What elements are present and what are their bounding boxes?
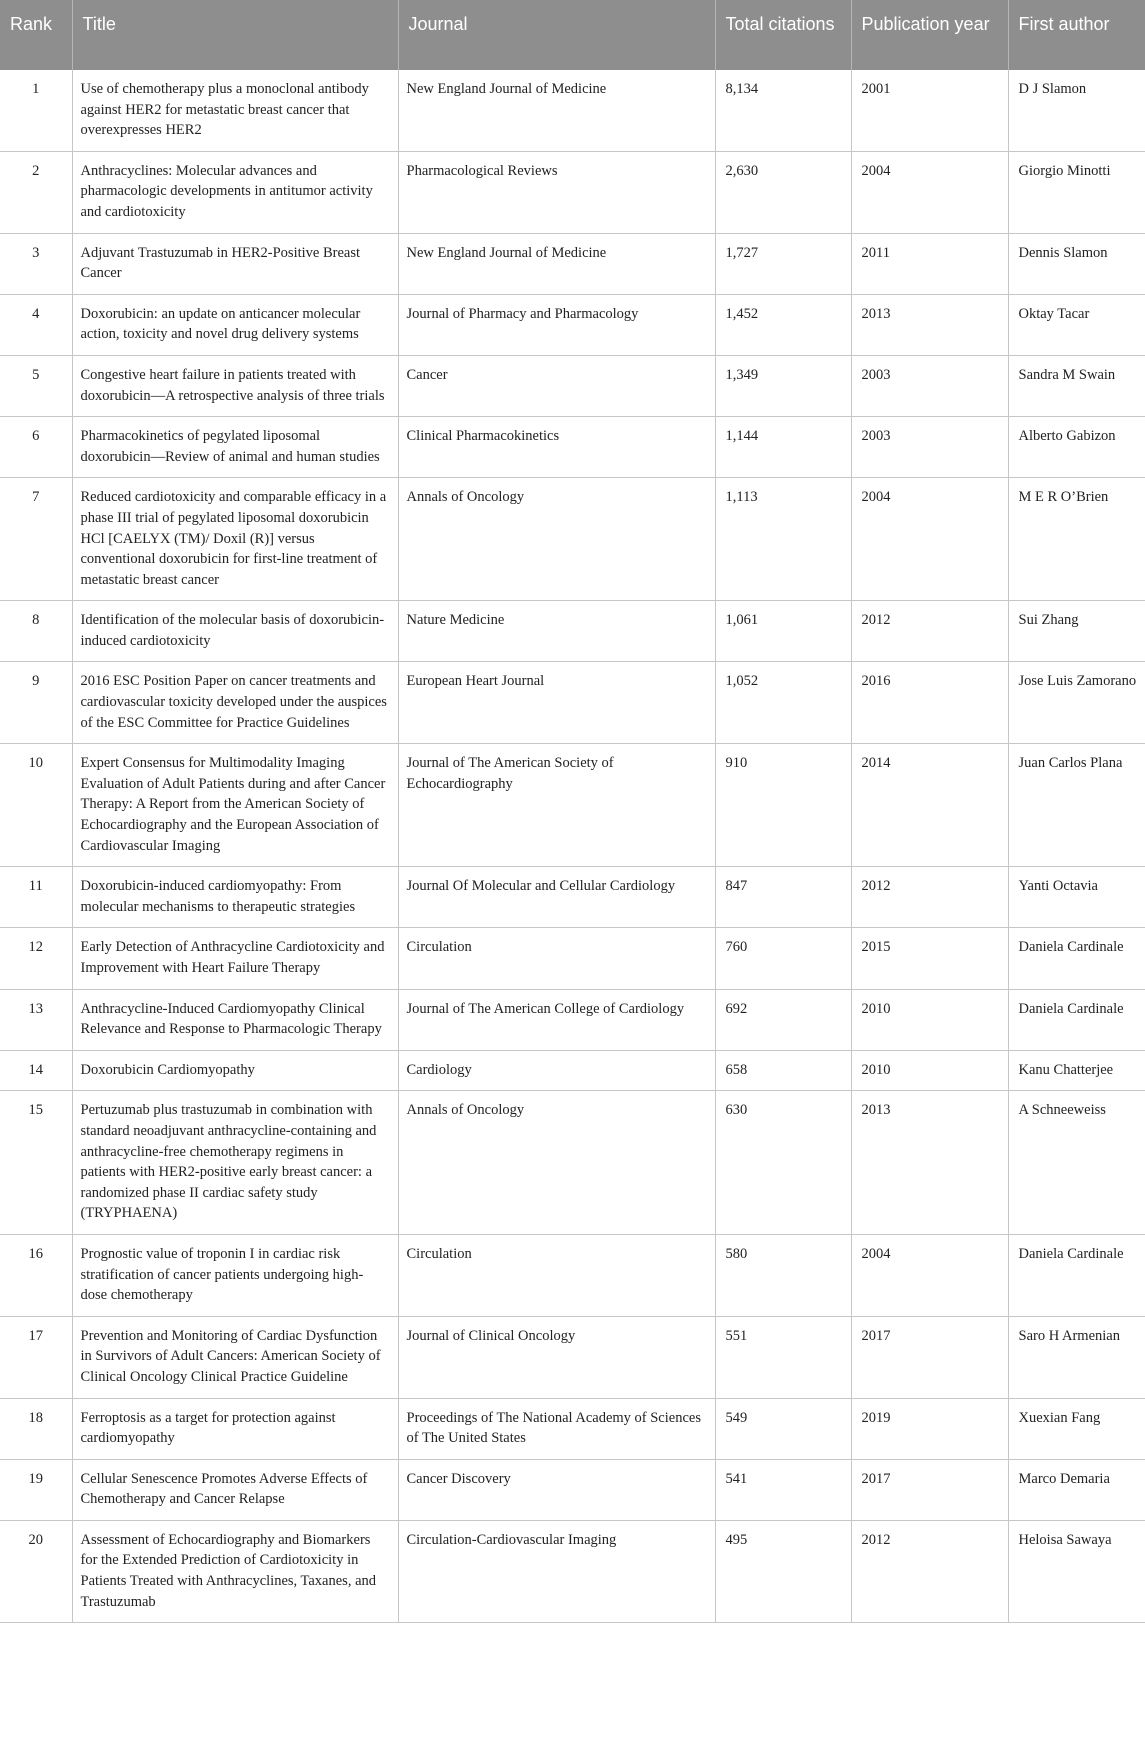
year-cell: 2019 <box>851 1398 1008 1459</box>
title-cell: Adjuvant Trastuzumab in HER2-Positive Breast Cancer <box>72 233 398 294</box>
table-body <box>0 70 1145 1623</box>
author-cell: M E R O’Brien <box>1008 478 1145 601</box>
year-cell: 2004 <box>851 1234 1008 1316</box>
year-cell: 2014 <box>851 744 1008 867</box>
journal-cell: Annals of Oncology <box>398 1091 715 1235</box>
year-cell: 2012 <box>851 601 1008 662</box>
title-cell: Doxorubicin Cardiomyopathy <box>72 1050 398 1091</box>
title-cell: Pharmacokinetics of pegylated liposomal doxorubicin—Review of animal and human studies <box>72 417 398 478</box>
table-row <box>0 233 1145 294</box>
year-cell: 2010 <box>851 1050 1008 1091</box>
journal-cell: Proceedings of The National Academy of Sciences of The United States <box>398 1398 715 1459</box>
title-cell: Early Detection of Anthracycline Cardiotoxicity and Improvement with Heart Failure Therapy <box>72 928 398 989</box>
title-cell: Cellular Senescence Promotes Adverse Effects of Chemotherapy and Cancer Relapse <box>72 1459 398 1520</box>
rank-cell: 1 <box>0 70 72 151</box>
author-cell: Yanti Octavia <box>1008 867 1145 928</box>
year-cell: 2013 <box>851 294 1008 355</box>
author-cell: Giorgio Minotti <box>1008 151 1145 233</box>
author-cell: Marco Demaria <box>1008 1459 1145 1520</box>
rank-cell: 13 <box>0 989 72 1050</box>
table-row <box>0 478 1145 601</box>
citations-cell: 658 <box>715 1050 851 1091</box>
citations-cell: 495 <box>715 1520 851 1622</box>
journal-cell: Cardiology <box>398 1050 715 1091</box>
author-cell: Juan Carlos Plana <box>1008 744 1145 867</box>
header-title: Title <box>72 0 398 70</box>
table-row <box>0 1520 1145 1622</box>
table-row <box>0 989 1145 1050</box>
rank-cell: 15 <box>0 1091 72 1235</box>
year-cell: 2017 <box>851 1316 1008 1398</box>
journal-cell: Clinical Pharmacokinetics <box>398 417 715 478</box>
table-row <box>0 1234 1145 1316</box>
table-row <box>0 744 1145 867</box>
rank-cell: 3 <box>0 233 72 294</box>
author-cell: Dennis Slamon <box>1008 233 1145 294</box>
year-cell: 2003 <box>851 355 1008 416</box>
author-cell: Kanu Chatterjee <box>1008 1050 1145 1091</box>
table-row <box>0 1091 1145 1235</box>
year-cell: 2010 <box>851 989 1008 1050</box>
title-cell: Identification of the molecular basis of doxorubicin-induced cardiotoxicity <box>72 601 398 662</box>
rank-cell: 9 <box>0 662 72 744</box>
table-row <box>0 151 1145 233</box>
citations-cell: 551 <box>715 1316 851 1398</box>
citations-cell: 541 <box>715 1459 851 1520</box>
year-cell: 2001 <box>851 70 1008 151</box>
header-publication-year: Publication year <box>851 0 1008 70</box>
journal-cell: New England Journal of Medicine <box>398 233 715 294</box>
citations-cell: 1,452 <box>715 294 851 355</box>
citations-cell: 910 <box>715 744 851 867</box>
table-row <box>0 662 1145 744</box>
rank-cell: 10 <box>0 744 72 867</box>
author-cell: Heloisa Sawaya <box>1008 1520 1145 1622</box>
citations-cell: 847 <box>715 867 851 928</box>
year-cell: 2011 <box>851 233 1008 294</box>
citations-cell: 549 <box>715 1398 851 1459</box>
table-header <box>0 0 1145 70</box>
journal-cell: Journal Of Molecular and Cellular Cardiology <box>398 867 715 928</box>
rank-cell: 14 <box>0 1050 72 1091</box>
journal-cell: Circulation-Cardiovascular Imaging <box>398 1520 715 1622</box>
title-cell: 2016 ESC Position Paper on cancer treatments and cardiovascular toxicity developed under the auspices of the ESC Committee for Practice Guidelines <box>72 662 398 744</box>
table-row <box>0 294 1145 355</box>
author-cell: Alberto Gabizon <box>1008 417 1145 478</box>
title-cell: Prognostic value of troponin I in cardiac risk stratification of cancer patients undergoing high-dose chemotherapy <box>72 1234 398 1316</box>
year-cell: 2017 <box>851 1459 1008 1520</box>
journal-cell: Pharmacological Reviews <box>398 151 715 233</box>
year-cell: 2012 <box>851 867 1008 928</box>
year-cell: 2004 <box>851 478 1008 601</box>
table-row <box>0 70 1145 151</box>
header-row <box>0 0 1145 70</box>
table-row <box>0 1459 1145 1520</box>
author-cell: Daniela Cardinale <box>1008 989 1145 1050</box>
journal-cell: New England Journal of Medicine <box>398 70 715 151</box>
title-cell: Expert Consensus for Multimodality Imaging Evaluation of Adult Patients during and after Cancer Therapy: A Report from the American Society of Echocardiography and the European Association of Cardiovascular Imaging <box>72 744 398 867</box>
title-cell: Pertuzumab plus trastuzumab in combination with standard neoadjuvant anthracycline-containing and anthracycline-free chemotherapy regimens in patients with HER2-positive early breast cancer: a randomized phase II cardiac safety study (TRYPHAENA) <box>72 1091 398 1235</box>
journal-cell: Circulation <box>398 928 715 989</box>
table-row <box>0 1398 1145 1459</box>
journal-cell: Circulation <box>398 1234 715 1316</box>
author-cell: Sui Zhang <box>1008 601 1145 662</box>
rank-cell: 6 <box>0 417 72 478</box>
header-journal: Journal <box>398 0 715 70</box>
citations-cell: 630 <box>715 1091 851 1235</box>
title-cell: Use of chemotherapy plus a monoclonal antibody against HER2 for metastatic breast cancer that overexpresses HER2 <box>72 70 398 151</box>
title-cell: Assessment of Echocardiography and Biomarkers for the Extended Prediction of Cardiotoxicity in Patients Treated with Anthracyclines, Taxanes, and Trastuzumab <box>72 1520 398 1622</box>
author-cell: Xuexian Fang <box>1008 1398 1145 1459</box>
title-cell: Anthracycline-Induced Cardiomyopathy Clinical Relevance and Response to Pharmacologic Therapy <box>72 989 398 1050</box>
title-cell: Ferroptosis as a target for protection against cardiomyopathy <box>72 1398 398 1459</box>
author-cell: Jose Luis Zamorano <box>1008 662 1145 744</box>
citations-cell: 580 <box>715 1234 851 1316</box>
journal-cell: Annals of Oncology <box>398 478 715 601</box>
rank-cell: 11 <box>0 867 72 928</box>
table-row <box>0 417 1145 478</box>
header-first-author: First author <box>1008 0 1145 70</box>
year-cell: 2004 <box>851 151 1008 233</box>
header-rank: Rank <box>0 0 72 70</box>
citations-cell: 1,144 <box>715 417 851 478</box>
title-cell: Reduced cardiotoxicity and comparable efficacy in a phase III trial of pegylated liposomal doxorubicin HCl [CAELYX (TM)/ Doxil (R)] versus conventional doxorubicin for first-line treatment of metastatic breast cancer <box>72 478 398 601</box>
journal-cell: European Heart Journal <box>398 662 715 744</box>
author-cell: Sandra M Swain <box>1008 355 1145 416</box>
table-row <box>0 1050 1145 1091</box>
author-cell: A Schneeweiss <box>1008 1091 1145 1235</box>
title-cell: Anthracyclines: Molecular advances and pharmacologic developments in antitumor activity and cardiotoxicity <box>72 151 398 233</box>
citations-cell: 1,349 <box>715 355 851 416</box>
rank-cell: 17 <box>0 1316 72 1398</box>
rank-cell: 12 <box>0 928 72 989</box>
rank-cell: 20 <box>0 1520 72 1622</box>
journal-cell: Cancer <box>398 355 715 416</box>
title-cell: Doxorubicin-induced cardiomyopathy: From molecular mechanisms to therapeutic strategies <box>72 867 398 928</box>
citations-cell: 1,052 <box>715 662 851 744</box>
year-cell: 2003 <box>851 417 1008 478</box>
table-row <box>0 928 1145 989</box>
author-cell: Saro H Armenian <box>1008 1316 1145 1398</box>
rank-cell: 8 <box>0 601 72 662</box>
author-cell: D J Slamon <box>1008 70 1145 151</box>
citations-cell: 1,727 <box>715 233 851 294</box>
author-cell: Daniela Cardinale <box>1008 928 1145 989</box>
journal-cell: Journal of The American Society of Echocardiography <box>398 744 715 867</box>
table-row <box>0 601 1145 662</box>
year-cell: 2016 <box>851 662 1008 744</box>
year-cell: 2012 <box>851 1520 1008 1622</box>
table-row <box>0 355 1145 416</box>
rank-cell: 7 <box>0 478 72 601</box>
citations-cell: 1,061 <box>715 601 851 662</box>
author-cell: Oktay Tacar <box>1008 294 1145 355</box>
rank-cell: 19 <box>0 1459 72 1520</box>
rank-cell: 18 <box>0 1398 72 1459</box>
table-row <box>0 867 1145 928</box>
title-cell: Prevention and Monitoring of Cardiac Dysfunction in Survivors of Adult Cancers: American Society of Clinical Oncology Clinical Practice Guideline <box>72 1316 398 1398</box>
header-total-citations: Total citations <box>715 0 851 70</box>
citations-cell: 760 <box>715 928 851 989</box>
rank-cell: 4 <box>0 294 72 355</box>
citations-cell: 8,134 <box>715 70 851 151</box>
citations-cell: 692 <box>715 989 851 1050</box>
rank-cell: 5 <box>0 355 72 416</box>
journal-cell: Journal of Pharmacy and Pharmacology <box>398 294 715 355</box>
year-cell: 2013 <box>851 1091 1008 1235</box>
title-cell: Doxorubicin: an update on anticancer molecular action, toxicity and novel drug delivery systems <box>72 294 398 355</box>
citations-cell: 1,113 <box>715 478 851 601</box>
journal-cell: Journal of The American College of Cardiology <box>398 989 715 1050</box>
year-cell: 2015 <box>851 928 1008 989</box>
table-row <box>0 1316 1145 1398</box>
author-cell: Daniela Cardinale <box>1008 1234 1145 1316</box>
journal-cell: Journal of Clinical Oncology <box>398 1316 715 1398</box>
title-cell: Congestive heart failure in patients treated with doxorubicin—A retrospective analysis of three trials <box>72 355 398 416</box>
journal-cell: Nature Medicine <box>398 601 715 662</box>
rank-cell: 2 <box>0 151 72 233</box>
citations-cell: 2,630 <box>715 151 851 233</box>
journal-cell: Cancer Discovery <box>398 1459 715 1520</box>
rank-cell: 16 <box>0 1234 72 1316</box>
